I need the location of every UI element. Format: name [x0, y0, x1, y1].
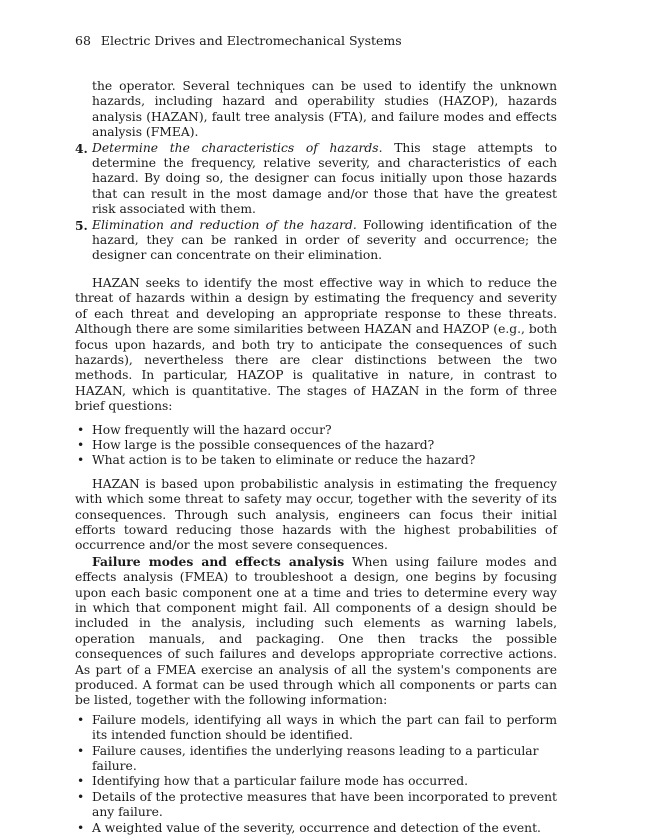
hazan-questions-list: [75, 423, 557, 469]
body-text: [75, 79, 557, 836]
list-item: • Identifying how that a particular failure mode has occurred.: [77, 774, 469, 789]
running-header: [75, 33, 402, 49]
bullet-icon: •: [77, 743, 85, 758]
fmea-information-list: [75, 713, 557, 836]
running-title: Electric Drives and Electromechanical Systems: [100, 33, 402, 48]
list-item: • How large is the possible consequences of the hazard?: [77, 437, 435, 452]
fmea-text: When using failure modes and effects analysis (FMEA) to troubleshoot a design, one begins by focusing upon each basic component one at a time and tries to determine every way in which that component might fail. All components of a design should be included in the analysis, including such elements as warning labels, operation manuals, and packaging. One then tracks the possible consequences of such failures and develops appropriate corrective actions. As part of a FMEA exercise an analysis of all the system's components are produced. A format can be used through which all components or parts can be listed, together with the following information:: [75, 554, 557, 708]
bullet-icon: •: [77, 774, 85, 789]
fmea-paragraph: [75, 554, 557, 709]
list-item: • Failure models, identifying all ways in which the part can fail to perform its intended function should be identified.: [77, 712, 557, 743]
numbered-item-5: [75, 218, 557, 264]
continued-list-text: the operator. Several techniques can be used to identify the unknown hazards, including hazard and operability studies (HAZOP), hazards analysis (HAZAN), fault tree analysis (FTA), and failure modes and effects analysis (FMEA).: [92, 79, 557, 140]
bullet-icon: •: [77, 712, 85, 727]
list-item: • What action is to be taken to eliminate or reduce the hazard?: [77, 453, 476, 468]
item-title: Determine the characteristics of hazards.: [92, 140, 383, 155]
item-text: Following identification of the hazard, they can be ranked in order of severity and occurrence; the designer can concentrate on their elimination.: [92, 217, 557, 263]
list-item: • Failure causes, identifies the underlying reasons leading to a particular failure.: [77, 743, 539, 774]
list-item: • A weighted value of the severity, occurrence and detection of the event.: [77, 820, 541, 835]
bullet-icon: •: [77, 789, 85, 804]
item-title: Elimination and reduction of the hazard.: [92, 217, 357, 232]
numbered-item-4: [75, 141, 557, 218]
item-number: 4.: [75, 140, 88, 156]
bullet-icon: •: [77, 453, 85, 468]
hazan-paragraph: HAZAN seeks to identify the most effective way in which to reduce the threat of hazards within a design by estimating the frequency and severity of each threat and developing an appropriate response to these threats. Although there are some similarities between HAZAN and HAZOP (e.g., both focus upon hazards, and both try to anticipate the consequences of such hazards), nevertheless there are clear distinctions between the two methods. In particular, HAZOP is qualitative in nature, in contrast to HAZAN, which is quantitative. The stages of HAZAN in the form of three brief questions:: [75, 275, 557, 414]
page-number: 68: [75, 33, 91, 48]
bullet-icon: •: [77, 820, 85, 835]
probabilistic-paragraph: HAZAN is based upon probabilistic analysis in estimating the frequency with which some threat to safety may occur, together with the severity of its consequences. Through such analysis, engineers can focus their initial efforts toward reducing those hazards with the highest probabilities of occurrence and/or the most severe consequences.: [75, 476, 557, 553]
item-number: 5.: [75, 217, 88, 233]
bullet-icon: •: [77, 437, 85, 452]
fmea-heading: Failure modes and effects analysis: [92, 553, 345, 569]
item-text: This stage attempts to determine the frequency, relative severity, and characteristics of each hazard. By doing so, the designer can focus initially upon those hazards that can result in the most damage and/or those that have the greatest risk associated with them.: [92, 140, 557, 217]
list-item: • Details of the protective measures that have been incorporated to prevent any failure.: [77, 789, 557, 820]
bullet-icon: •: [77, 422, 85, 437]
list-item: • How frequently will the hazard occur?: [77, 422, 332, 437]
